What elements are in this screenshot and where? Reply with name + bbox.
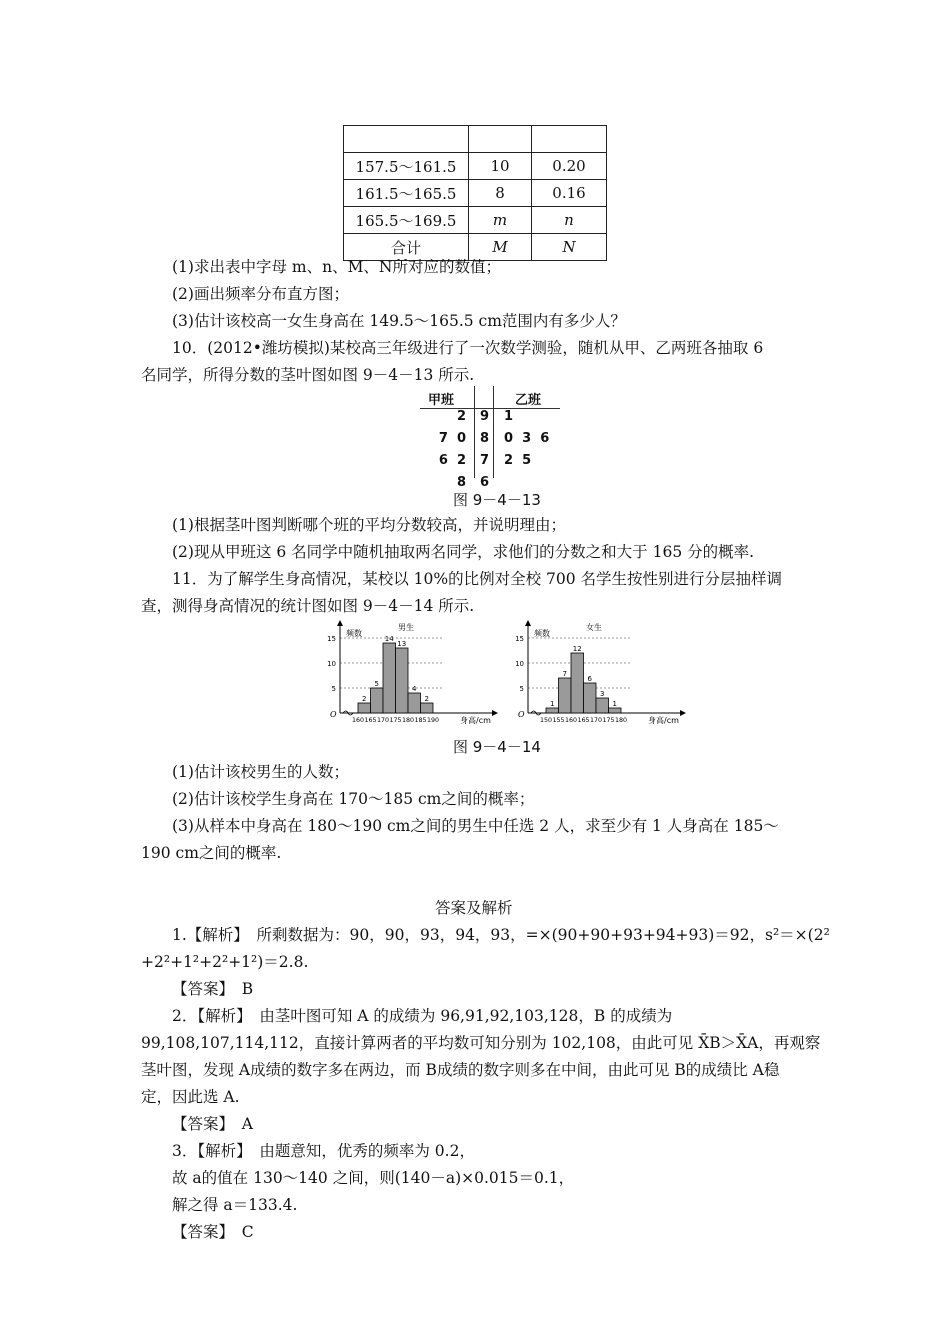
bar-value-label: 12	[572, 645, 582, 653]
male-height-histogram	[310, 618, 500, 726]
x-tick-label: 160	[351, 717, 365, 724]
bar	[383, 643, 396, 713]
answer1-key: 【答案】 B	[172, 980, 254, 998]
answer2-line3: 茎叶图，发现 A成绩的数字多在两边，而 B成绩的数字则多在中间，由此可见 B的成绩比 A稳	[141, 1061, 780, 1079]
x-tick-label: 155	[552, 717, 565, 724]
stem-leaf-stem: 8	[480, 431, 490, 446]
bar-value-label: 5	[374, 680, 379, 688]
stem-leaf-stem: 7	[480, 453, 490, 468]
x-tick-label: 165	[364, 717, 377, 724]
bar	[559, 678, 572, 713]
answer2-key: 【答案】 A	[172, 1115, 253, 1133]
q10-line2: 名同学，所得分数的茎叶图如图 9－4－13 所示.	[141, 366, 475, 384]
q11-part1: (1)估计该校男生的人数；	[172, 763, 349, 781]
table-row	[344, 207, 607, 234]
stem-leaf-left-leaves: 7 0	[438, 431, 466, 446]
stem-leaf-header-rule	[420, 408, 560, 409]
table-cell: 0.16	[532, 180, 607, 207]
bar	[609, 708, 622, 713]
table-cell: 161.5～165.5	[344, 180, 469, 207]
bar	[546, 708, 559, 713]
table-cell: M	[469, 234, 532, 261]
table-row	[344, 180, 607, 207]
answer2-line4: 定，因此选 A.	[141, 1088, 240, 1106]
stem-leaf-stem: 6	[480, 475, 490, 490]
stem-leaf-divider-left	[474, 386, 475, 478]
q11-part3b: 190 cm之间的概率.	[141, 844, 282, 862]
table-cell: 合计	[344, 234, 469, 261]
table-cell: 0.20	[532, 153, 607, 180]
figure-9-4-14-caption: 图 9－4－14	[453, 738, 541, 756]
bar-value-label: 2	[424, 695, 429, 703]
bar-value-label: 4	[412, 685, 417, 693]
x-tick-label: 175	[602, 717, 615, 724]
x-axis-label: 身高/cm	[460, 716, 491, 725]
bar-value-label: 13	[397, 640, 407, 648]
x-tick-label: 180	[401, 717, 415, 724]
y-axis-label: 频数	[346, 629, 362, 638]
q11-line1: 11．为了解学生身高情况，某校以 10%的比例对全校 700 名学生按性别进行分层抽样调	[172, 570, 783, 588]
x-tick-label: 150	[539, 717, 553, 724]
q11-part2: (2)估计该校学生身高在 170～185 cm之间的概率；	[172, 790, 535, 808]
table-cell: 8	[469, 180, 532, 207]
answer2-line1: 2．【解析】 由茎叶图可知 A 的成绩为 96,91,92,103,128，B 的成绩为	[172, 1007, 673, 1025]
stem-leaf-divider-right	[493, 386, 494, 478]
q11-line2: 查，测得身高情况的统计图如图 9－4－14 所示.	[141, 597, 475, 615]
x-tick-label: 190	[426, 717, 440, 724]
bar-value-label: 7	[562, 670, 567, 678]
q10-line1: 10．(2012•潍坊模拟)某校高三年级进行了一次数学测验，随机从甲、乙两班各抽取 6	[172, 339, 764, 357]
chart-title: 女生	[586, 623, 602, 632]
x-tick-label: 170	[376, 717, 390, 724]
table-row	[344, 153, 607, 180]
answer3-line3: 解之得 a＝133.4.	[172, 1196, 298, 1214]
y-tick-label: 15	[327, 635, 336, 643]
bar-value-label: 6	[587, 675, 592, 683]
bar-value-label: 3	[600, 690, 605, 698]
bar	[571, 653, 584, 713]
answer1-line2: +2²+1²+2²+1²)＝2.8.	[141, 953, 309, 971]
table-cell	[532, 126, 607, 153]
chart-title: 男生	[398, 623, 414, 632]
frequency-table	[343, 125, 607, 261]
stem-leaf-stem: 9	[480, 409, 490, 424]
x-axis-arrow	[680, 710, 686, 716]
bar	[596, 698, 609, 713]
stem-leaf-right-leaves: 2 5	[504, 453, 532, 468]
bar	[371, 688, 384, 713]
bar	[408, 693, 421, 713]
y-tick-label: 15	[515, 635, 524, 643]
q10-part2: (2)现从甲班这 6 名同学中随机抽取两名同学，求他们的分数之和大于 165 分的概率.	[172, 543, 755, 561]
y-tick-label: 10	[327, 660, 336, 668]
q11-part3a: (3)从样本中身高在 180～190 cm之间的男生中任选 2 人，求至少有 1 人身高在 185～	[172, 817, 779, 835]
stem-leaf-left-leaves: 6 2	[438, 453, 466, 468]
table-cell: n	[532, 207, 607, 234]
q9-part1: (1)求出表中字母 m、n、M、N所对应的数值；	[172, 258, 501, 276]
bar	[396, 648, 409, 713]
table-cell	[344, 126, 469, 153]
female-height-histogram	[498, 618, 688, 726]
answer1-line1: 1.【解析】 所剩数据为：90，90，93，94，93，=×(90+90+93+94+93)＝92，s²＝×(2²	[172, 926, 830, 944]
stem-leaf-left-leaves: 8	[456, 475, 466, 490]
bar-value-label: 2	[362, 695, 367, 703]
table-cell: N	[532, 234, 607, 261]
stem-leaf-left-header: 甲班	[428, 393, 455, 408]
stem-leaf-right-leaves: 0 3 6	[504, 431, 550, 446]
stem-leaf-right-header: 乙班	[515, 393, 542, 408]
stem-leaf-right-leaves: 1	[504, 409, 514, 424]
y-axis-arrow	[337, 620, 343, 626]
table-cell: 10	[469, 153, 532, 180]
answer3-line1: 3．【解析】 由题意知，优秀的频率为 0.2，	[172, 1142, 475, 1160]
answer2-line2: 99,108,107,114,112，直接计算两者的平均数可知分别为 102,108，由此可见 X̄B＞X̄A，再观察	[141, 1034, 821, 1052]
origin-label: O	[330, 710, 337, 719]
answer3-key: 【答案】 C	[172, 1223, 254, 1241]
x-tick-label: 180	[614, 717, 628, 724]
x-tick-label: 170	[589, 717, 603, 724]
q10-part1: (1)根据茎叶图判断哪个班的平均分数较高，并说明理由；	[172, 516, 566, 534]
q9-part3: (3)估计该校高一女生身高在 149.5～165.5 cm范围内有多少人？	[172, 312, 626, 330]
y-axis-arrow	[525, 620, 531, 626]
x-tick-label: 175	[389, 717, 402, 724]
table-row	[344, 126, 607, 153]
q9-part2: (2)画出频率分布直方图；	[172, 285, 349, 303]
bar	[358, 703, 371, 713]
x-axis-label: 身高/cm	[648, 716, 679, 725]
table-cell: 165.5～169.5	[344, 207, 469, 234]
origin-label: O	[518, 710, 525, 719]
answer3-line2: 故 a的值在 130～140 之间，则(140－a)×0.015＝0.1，	[172, 1169, 575, 1187]
bar-value-label: 1	[550, 700, 555, 708]
table-cell: 157.5～161.5	[344, 153, 469, 180]
y-tick-label: 5	[331, 685, 336, 693]
table-cell: m	[469, 207, 532, 234]
bar	[584, 683, 597, 713]
x-tick-label: 160	[564, 717, 578, 724]
x-tick-label: 185	[414, 717, 427, 724]
y-tick-label: 10	[515, 660, 524, 668]
y-tick-label: 5	[519, 685, 524, 693]
bar	[421, 703, 434, 713]
answers-title: 答案及解析	[435, 899, 513, 917]
x-tick-label: 165	[577, 717, 590, 724]
stem-leaf-left-leaves: 2	[456, 409, 466, 424]
y-axis-label: 频数	[534, 629, 550, 638]
bar-value-label: 1	[612, 700, 617, 708]
figure-9-4-13-caption: 图 9－4－13	[453, 491, 541, 509]
table-cell	[469, 126, 532, 153]
bar-value-label: 14	[384, 635, 394, 643]
